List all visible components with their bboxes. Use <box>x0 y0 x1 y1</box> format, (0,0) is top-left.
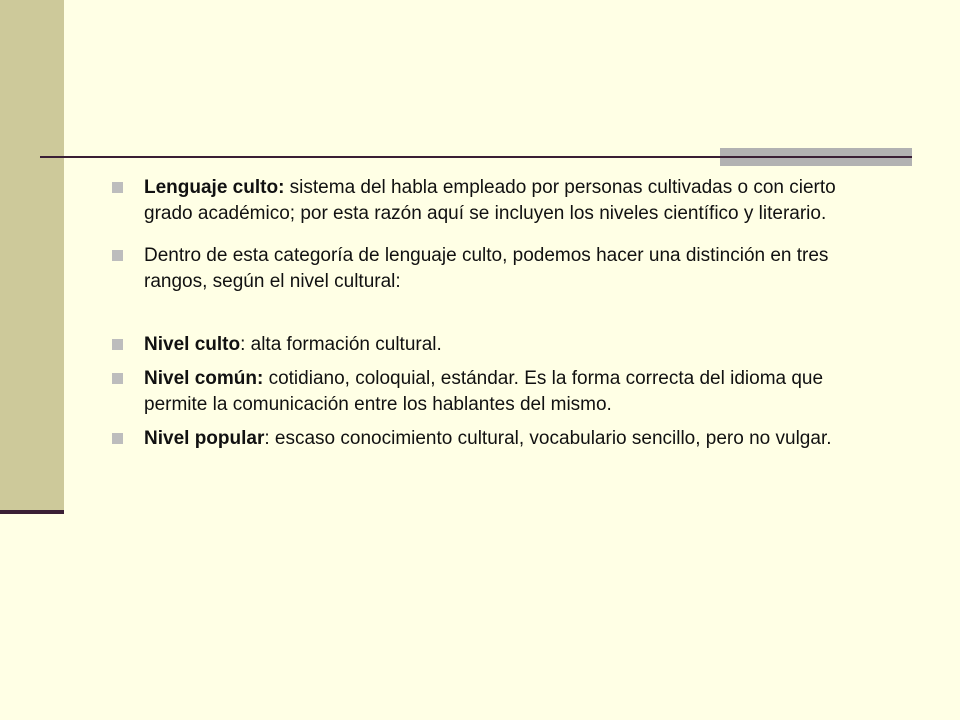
list-item-term: Nivel popular <box>144 428 265 449</box>
list-item-text: : alta formación cultural. <box>240 334 442 355</box>
list-item-text: sistema del habla empleado por personas cultivadas o con cierto grado académico; por esta razón aquí se incluyen los niveles científico y literario. <box>144 177 836 224</box>
list-item-term: Lenguaje culto: <box>144 177 285 198</box>
list-item <box>104 366 884 418</box>
square-bullet-icon <box>112 182 123 193</box>
list-item-term: Nivel común: <box>144 368 264 389</box>
list-item <box>104 332 884 358</box>
square-bullet-icon <box>112 433 123 444</box>
list-item-text: : escaso conocimiento cultural, vocabulario sencillo, pero no vulgar. <box>264 428 832 449</box>
list-item-text: Dentro de esta categoría de lenguaje culto, podemos hacer una distinción en tres rangos, según el nivel cultural: <box>144 245 829 292</box>
left-band-underline <box>0 510 64 514</box>
list-item <box>104 426 884 452</box>
list-item-text: cotidiano, coloquial, estándar. Es la forma correcta del idioma que permite la comunicación entre los hablantes del mismo. <box>144 368 824 415</box>
bullet-list <box>104 175 884 452</box>
list-item <box>104 175 884 227</box>
square-bullet-icon <box>112 250 123 261</box>
list-item <box>104 243 884 295</box>
square-bullet-icon <box>112 373 123 384</box>
title-rule-accent-line <box>720 156 912 158</box>
square-bullet-icon <box>112 339 123 350</box>
left-decorative-band <box>0 0 64 512</box>
list-item-term: Nivel culto <box>144 334 241 355</box>
